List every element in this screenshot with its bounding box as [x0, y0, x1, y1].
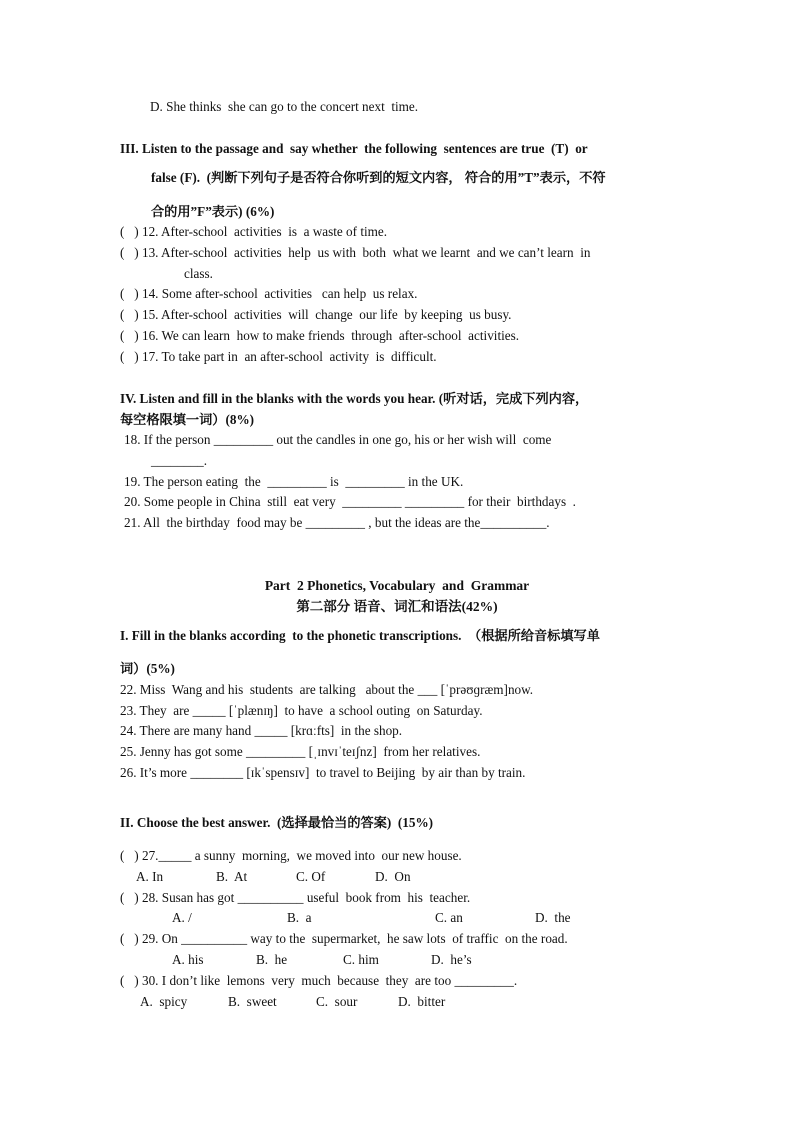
- question-29-option-a: A. his: [172, 952, 204, 967]
- previous-option-d: D. She thinks she can go to the concert next time.: [150, 99, 419, 114]
- question-15: ( ) 15. After-school activities will change our life by keeping us busy.: [120, 307, 512, 322]
- question-30: ( ) 30. I don’t like lemons very much because they are too _________.: [120, 973, 518, 988]
- section-iii-title-line3: 合的用”F”表示) (6%): [151, 204, 275, 219]
- question-21: 21. All the birthday food may be _________ , but the ideas are the__________.: [124, 515, 550, 530]
- phonetics-section-title-line2: 词）(5%): [120, 661, 175, 676]
- question-13: ( ) 13. After-school activities help us with both what we learnt and we can’t learn in: [120, 245, 591, 260]
- question-26: 26. It’s more ________ [ɪkˈspensɪv] to travel to Beijing by air than by train.: [120, 765, 526, 780]
- question-18-continued: ________.: [151, 453, 208, 468]
- question-28-option-c: C. an: [435, 910, 463, 925]
- question-27-option-c: C. Of: [296, 869, 326, 884]
- question-28-option-a: A. /: [172, 910, 192, 925]
- phonetics-section-title-line1: I. Fill in the blanks according to the phonetic transcriptions. （根据所给音标填写单: [120, 628, 600, 643]
- question-18: 18. If the person _________ out the candles in one go, his or her wish will come: [124, 432, 552, 447]
- choose-section-title: II. Choose the best answer. (选择最恰当的答案) (15%): [120, 815, 434, 830]
- question-28: ( ) 28. Susan has got __________ useful book from his teacher.: [120, 890, 471, 905]
- question-30-option-b: B. sweet: [228, 994, 277, 1009]
- question-25: 25. Jenny has got some _________ [ˌɪnvɪˈteɪʃnz] from her relatives.: [120, 744, 481, 759]
- section-iv-title-line2: 每空格限填一词）(8%): [120, 412, 255, 427]
- part-2-heading-cn: 第二部分 语音、词汇和语法(42%): [296, 599, 498, 614]
- question-29-option-c: C. him: [343, 952, 379, 967]
- question-27-option-a: A. In: [136, 869, 164, 884]
- question-30-option-a: A. spicy: [140, 994, 188, 1009]
- question-12: ( ) 12. After-school activities is a waste of time.: [120, 224, 388, 239]
- part-2-heading-en: Part 2 Phonetics, Vocabulary and Grammar: [264, 578, 530, 593]
- question-27-option-d: D. On: [375, 869, 411, 884]
- question-23: 23. They are _____ [ˈplænɪŋ] to have a school outing on Saturday.: [120, 703, 483, 718]
- question-13-continued: class.: [184, 266, 213, 281]
- question-27: ( ) 27._____ a sunny morning, we moved into our new house.: [120, 848, 462, 863]
- question-16: ( ) 16. We can learn how to make friends through after-school activities.: [120, 328, 520, 343]
- question-17: ( ) 17. To take part in an after-school activity is difficult.: [120, 349, 437, 364]
- section-iii-title-line1: III. Listen to the passage and say whether the following sentences are true (T) or: [120, 141, 588, 156]
- question-28-option-d: D. the: [535, 910, 571, 925]
- question-14: ( ) 14. Some after-school activities can help us relax.: [120, 286, 418, 301]
- section-iv-title-line1: IV. Listen and fill in the blanks with the words you hear. (听对话，完成下列内容，: [120, 391, 589, 406]
- question-30-option-d: D. bitter: [398, 994, 446, 1009]
- question-29-option-b: B. he: [256, 952, 288, 967]
- question-22: 22. Miss Wang and his students are talking about the ___ [ˈprəʊɡræm]now.: [120, 682, 534, 697]
- question-20: 20. Some people in China still eat very _________ _________ for their birthdays .: [124, 494, 576, 509]
- question-19: 19. The person eating the _________ is _________ in the UK.: [124, 474, 464, 489]
- question-24: 24. There are many hand _____ [krɑːfts] in the shop.: [120, 723, 403, 738]
- question-28-option-b: B. a: [287, 910, 312, 925]
- question-27-option-b: B. At: [216, 869, 248, 884]
- section-iii-title-line2: false (F). (判断下列句子是否符合你听到的短文内容， 符合的用”T”表示，不符: [151, 170, 606, 185]
- question-29: ( ) 29. On __________ way to the supermarket, he saw lots of traffic on the road.: [120, 931, 568, 946]
- question-29-option-d: D. he’s: [431, 952, 472, 967]
- question-30-option-c: C. sour: [316, 994, 358, 1009]
